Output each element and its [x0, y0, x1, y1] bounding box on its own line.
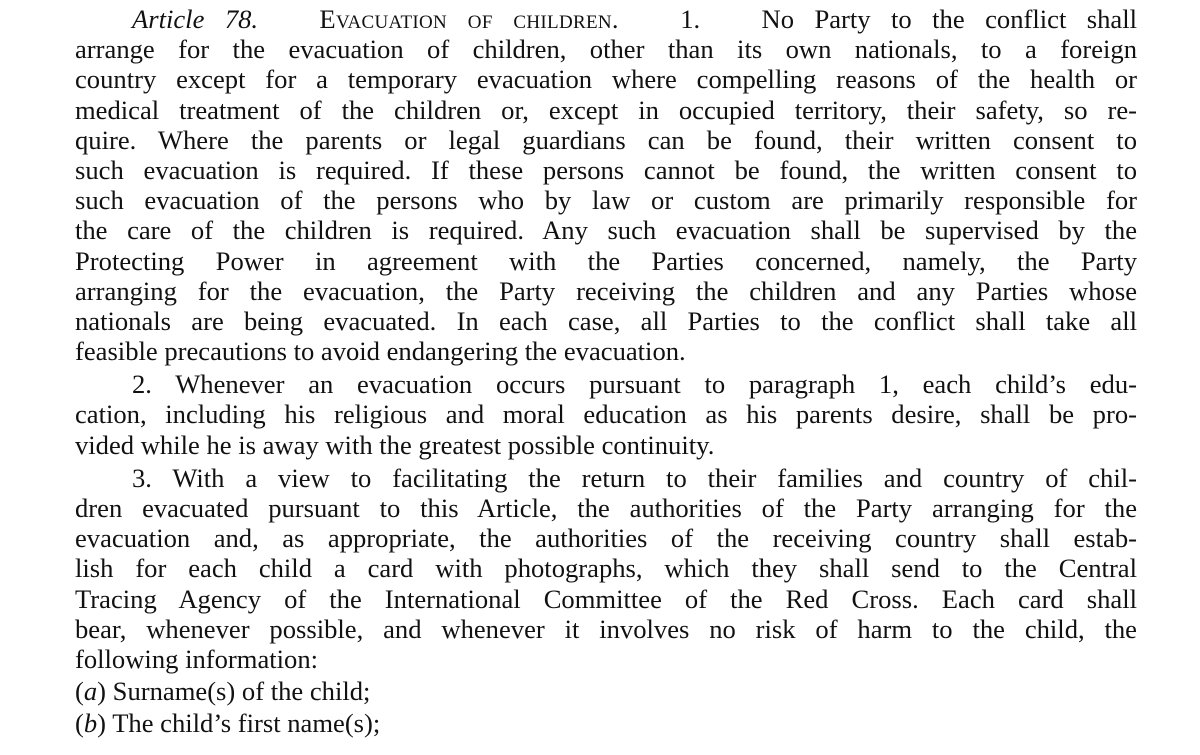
text-line: evacuation and, as appropriate, the authorities of the receiving country shall estab-	[75, 523, 1137, 554]
list-letter: b	[83, 708, 98, 739]
information-list	[75, 676, 1137, 738]
list-marker: (b)	[75, 708, 107, 739]
text-line: nationals are being evacuated. In each case, all Parties to the conflict shall take all	[75, 305, 1137, 336]
text-line: cation, including his religious and moral education as his parents desire, shall be pro-	[75, 399, 1137, 430]
paragraph-number: 1.	[680, 4, 701, 34]
article-label: Article 78.	[132, 4, 259, 34]
list-letter: a	[83, 676, 98, 707]
text-line: such evacuation is required. If these persons cannot be found, the written consent to	[75, 154, 1137, 185]
text-line: 3. With a view to facilitating the return to their families and country of chil-	[132, 462, 1137, 493]
text-line: such evacuation of the persons who by law or custom are primarily responsible for	[75, 185, 1137, 216]
text-line: vided while he is away with the greatest possible continuity.	[75, 429, 715, 460]
list-item	[75, 708, 1137, 738]
text-line: arranging for the evacuation, the Party receiving the children and any Parties whose	[75, 275, 1137, 306]
text-line: quire. Where the parents or legal guardians can be found, their written consent to	[75, 124, 1137, 155]
paragraph-2	[75, 369, 1137, 460]
text-line: the care of the children is required. Any such evacuation shall be supervised by the	[75, 215, 1137, 246]
text-line: feasible precautions to avoid endangering the evacuation.	[75, 336, 686, 367]
list-item-text: Surname(s) of the child;	[112, 676, 371, 707]
text-line: Protecting Power in agreement with the Parties concerned, namely, the Party	[75, 245, 1137, 276]
text-line: arrange for the evacuation of children, other than its own nationals, to a foreign	[75, 34, 1137, 65]
list-item	[75, 676, 1137, 706]
text-line: medical treatment of the children or, except in occupied territory, their safety, so re-	[75, 94, 1137, 125]
text-line: dren evacuated pursuant to this Article, the authorities of the Party arranging for the	[75, 493, 1137, 523]
list-item-text: The child’s first name(s);	[112, 708, 381, 739]
paragraph-1	[75, 4, 1137, 366]
paragraph-3	[75, 463, 1137, 674]
article-title: Evacuation of children.	[319, 4, 619, 34]
document-page	[75, 4, 1137, 739]
text-line: bear, whenever possible, and whenever it involves no risk of harm to the child, the	[75, 613, 1137, 644]
text-line: following information:	[75, 643, 319, 674]
text-line: 2. Whenever an evacuation occurs pursuant to paragraph 1, each child’s edu-	[132, 369, 1137, 400]
text-line: lish for each child a card with photographs, which they shall send to the Central	[75, 553, 1137, 584]
text-line: Tracing Agency of the International Committee of the Red Cross. Each card shall	[75, 583, 1137, 614]
article-heading-line	[75, 4, 1137, 34]
text-line: country except for a temporary evacuation where compelling reasons of the health or	[75, 64, 1137, 95]
text-line: No Party to the conflict shall	[761, 4, 1138, 34]
list-marker: (a)	[75, 676, 107, 707]
